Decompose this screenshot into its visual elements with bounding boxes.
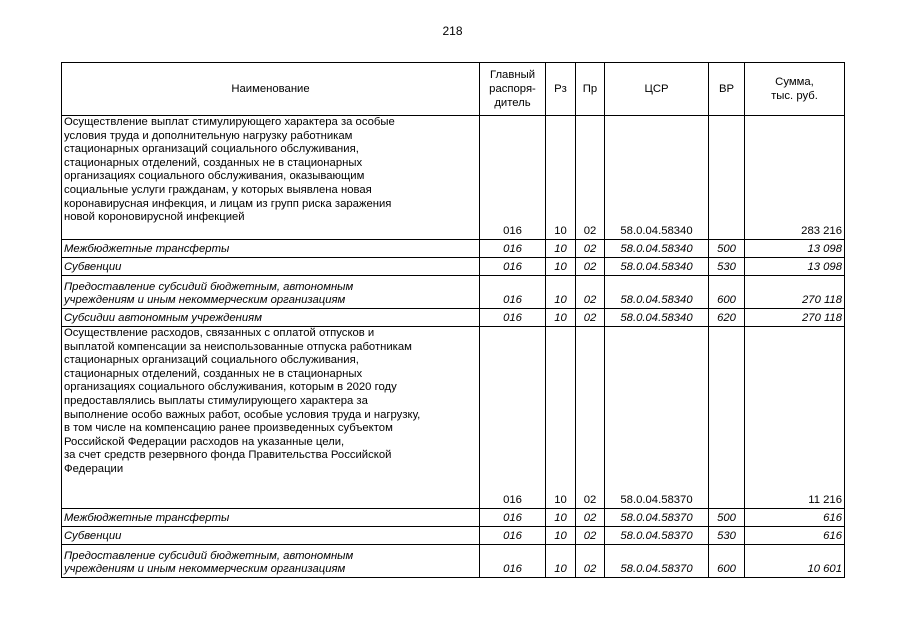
row-vr: 600 [709, 276, 745, 309]
row-admin: 016 [480, 276, 546, 309]
row-name: Субсидии автономным учреждениям [62, 309, 480, 327]
row-rz: 10 [546, 545, 576, 578]
row-csr: 58.0.04.58370 [605, 545, 709, 578]
row-csr: 58.0.04.58340 [605, 240, 709, 258]
row-csr: 58.0.04.58370 [605, 509, 709, 527]
row-admin: 016 [480, 258, 546, 276]
table-row [62, 327, 845, 509]
row-vr: 530 [709, 258, 745, 276]
header-pr: Пр [576, 63, 605, 116]
row-admin: 016 [480, 240, 546, 258]
row-name: Осуществление расходов, связанных с оплатой отпусков и выплатой компенсации за неиспользованные отпуска работникам стационарных организаций социального обслуживания, стационарных отделений, созданных не в стационарных организациях социального обслуживания, которым в 2020 году предоставлялись выплаты стимулирующего характера за выполнение особо важных работ, особые условия труда и нагрузку, в том числе на компенсацию ранее произведенных субъектом Российской Федерации расходов на указанные цели, за счет средств резервного фонда Правительства Российской Федерации [62, 327, 480, 509]
row-vr: 620 [709, 309, 745, 327]
row-pr: 02 [576, 240, 605, 258]
row-sum: 11 216 [745, 327, 845, 509]
row-sum: 270 118 [745, 309, 845, 327]
row-name: Осуществление выплат стимулирующего характера за особые условия труда и дополнительную нагрузку работникам стационарных организаций социального обслуживания, стационарных отделений, созданных не в стационарных организациях социального обслуживания, оказывающим социальные услуги гражданам, у которых выявлена новая коронавирусная инфекция, и лицам из групп риска заражения новой короновирусной инфекцией [62, 116, 480, 240]
header-csr: ЦСР [605, 63, 709, 116]
header-rz: Рз [546, 63, 576, 116]
row-name: Субвенции [62, 258, 480, 276]
row-pr: 02 [576, 116, 605, 240]
row-rz: 10 [546, 309, 576, 327]
header-name: Наименование [62, 63, 480, 116]
row-vr: 600 [709, 545, 745, 578]
table-row [62, 527, 845, 545]
page-number: 218 [442, 24, 463, 38]
row-csr: 58.0.04.58370 [605, 327, 709, 509]
row-rz: 10 [546, 327, 576, 509]
header-vr: ВР [709, 63, 745, 116]
row-sum: 13 098 [745, 240, 845, 258]
row-name: Межбюджетные трансферты [62, 240, 480, 258]
row-admin: 016 [480, 509, 546, 527]
row-pr: 02 [576, 309, 605, 327]
row-rz: 10 [546, 276, 576, 309]
row-csr: 58.0.04.58340 [605, 276, 709, 309]
table-header-row [62, 63, 845, 116]
row-admin: 016 [480, 527, 546, 545]
row-name: Субвенции [62, 527, 480, 545]
header-sum: Сумма, тыс. руб. [745, 63, 845, 116]
table-row [62, 509, 845, 527]
table-row [62, 309, 845, 327]
row-rz: 10 [546, 116, 576, 240]
row-sum: 13 098 [745, 258, 845, 276]
row-name: Предоставление субсидий бюджетным, автономным учреждениям и иным некоммерческим организациям [62, 545, 480, 578]
row-vr: 500 [709, 509, 745, 527]
row-rz: 10 [546, 240, 576, 258]
row-admin: 016 [480, 545, 546, 578]
row-rz: 10 [546, 258, 576, 276]
row-pr: 02 [576, 276, 605, 309]
row-rz: 10 [546, 509, 576, 527]
row-pr: 02 [576, 327, 605, 509]
row-vr [709, 116, 745, 240]
row-pr: 02 [576, 258, 605, 276]
row-admin: 016 [480, 327, 546, 509]
budget-table [61, 62, 845, 578]
row-name: Предоставление субсидий бюджетным, автономным учреждениям и иным некоммерческим организациям [62, 276, 480, 309]
row-pr: 02 [576, 527, 605, 545]
row-sum: 616 [745, 509, 845, 527]
header-admin: Главный распоря- дитель [480, 63, 546, 116]
row-csr: 58.0.04.58370 [605, 527, 709, 545]
table-row [62, 116, 845, 240]
row-vr: 500 [709, 240, 745, 258]
row-pr: 02 [576, 545, 605, 578]
row-vr [709, 327, 745, 509]
table-row [62, 545, 845, 578]
row-sum: 10 601 [745, 545, 845, 578]
row-csr: 58.0.04.58340 [605, 116, 709, 240]
row-sum: 270 118 [745, 276, 845, 309]
row-admin: 016 [480, 309, 546, 327]
row-sum: 616 [745, 527, 845, 545]
row-sum: 283 216 [745, 116, 845, 240]
row-csr: 58.0.04.58340 [605, 258, 709, 276]
table-row [62, 276, 845, 309]
table-row [62, 240, 845, 258]
table-row [62, 258, 845, 276]
row-rz: 10 [546, 527, 576, 545]
row-csr: 58.0.04.58340 [605, 309, 709, 327]
row-name: Межбюджетные трансферты [62, 509, 480, 527]
row-vr: 530 [709, 527, 745, 545]
row-admin: 016 [480, 116, 546, 240]
row-pr: 02 [576, 509, 605, 527]
